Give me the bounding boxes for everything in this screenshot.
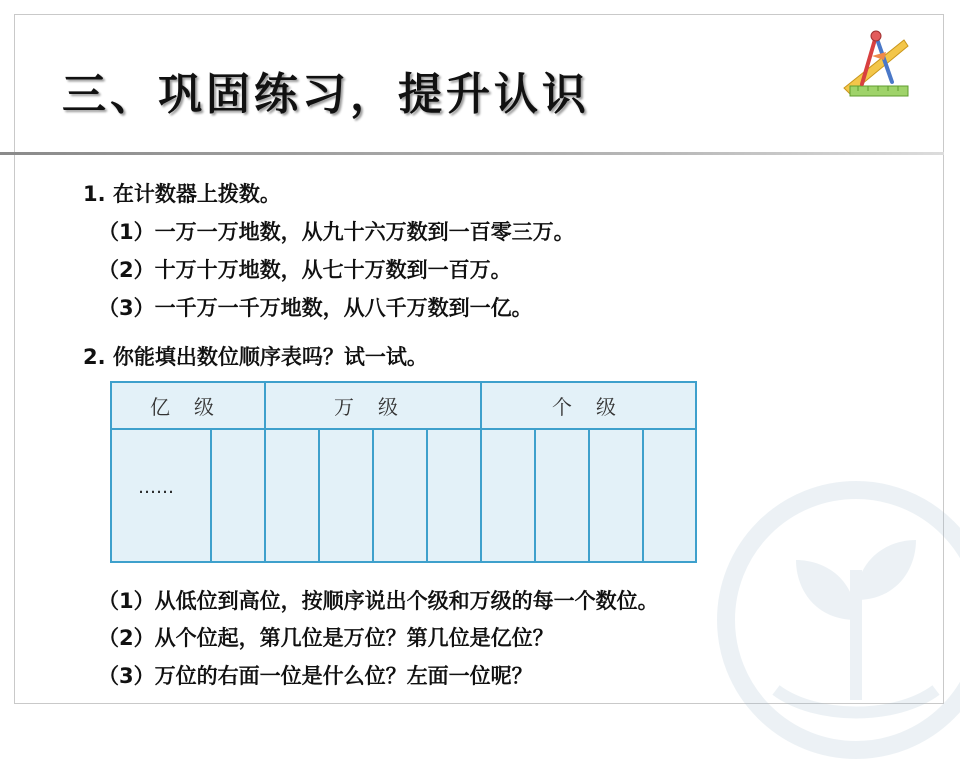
table-divider — [372, 429, 374, 561]
title-divider — [0, 152, 944, 155]
table-header-wan-group: 万 级 — [334, 395, 400, 419]
table-divider — [426, 429, 428, 561]
table-divider — [210, 429, 212, 561]
question-1-item-1: （1）一万一万地数，从九十六万数到一百零三万。 — [98, 220, 575, 244]
table-divider — [642, 429, 644, 561]
question-2-item-1: （1）从低位到高位，按顺序说出个级和万级的每一个数位。 — [98, 589, 659, 613]
table-divider — [534, 429, 536, 561]
table-header-divider — [112, 428, 695, 430]
question-2-item-2: （2）从个位起，第几位是万位？第几位是亿位？ — [98, 626, 554, 650]
watermark-logo-icon — [706, 470, 960, 770]
table-divider — [588, 429, 590, 561]
question-1-item-3: （3）一千万一千万地数，从八千万数到一亿。 — [98, 296, 533, 320]
question-1-item-2: （2）十万十万地数，从七十万数到一百万。 — [98, 258, 512, 282]
table-ellipsis: …… — [138, 477, 174, 498]
slide-title: 三、巩固练习，提升认识 — [62, 69, 590, 120]
table-divider — [318, 429, 320, 561]
place-value-table — [110, 381, 697, 563]
question-1-label: 1. 在计数器上拨数。 — [83, 182, 281, 206]
question-2-item-3: （3）万位的右面一位是什么位？左面一位呢？ — [98, 664, 533, 688]
table-header-ge-group: 个 级 — [552, 395, 618, 419]
question-2-label: 2. 你能填出数位顺序表吗？试一试。 — [83, 345, 428, 369]
table-divider — [264, 383, 266, 561]
compass-ruler-icon — [838, 26, 914, 102]
table-divider — [480, 383, 482, 561]
table-header-yi-group: 亿 级 — [150, 395, 216, 419]
